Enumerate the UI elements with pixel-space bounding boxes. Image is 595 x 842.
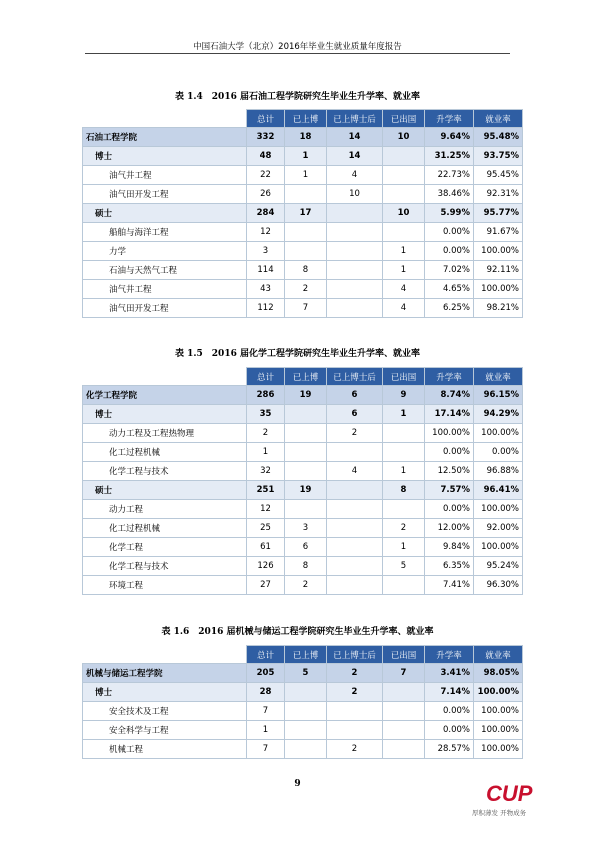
cell-further-study-rate: 7.02%: [425, 261, 474, 280]
cell-postdoc: 2: [327, 664, 383, 683]
row-label: 油气田开发工程: [83, 185, 247, 204]
cell-abroad: [383, 576, 425, 595]
cell-employment-rate: 91.67%: [474, 223, 523, 242]
cell-phd: 17: [285, 204, 327, 223]
major-row: [83, 500, 523, 519]
cell-postdoc: [327, 576, 383, 595]
cell-employment-rate: 96.41%: [474, 481, 523, 500]
cell-phd: 18: [285, 128, 327, 147]
table-petroleum-engineering: [82, 109, 523, 318]
row-label: 油气井工程: [83, 166, 247, 185]
cell-further-study-rate: 7.14%: [425, 683, 474, 702]
cell-phd: [285, 242, 327, 261]
cell-abroad: [383, 166, 425, 185]
cell-total: 205: [247, 664, 285, 683]
row-label: 力学: [83, 242, 247, 261]
cell-total: 112: [247, 299, 285, 318]
cell-employment-rate: 93.75%: [474, 147, 523, 166]
degree-subtotal-row: [83, 204, 523, 223]
college-total-row: [83, 128, 523, 147]
cell-postdoc: 14: [327, 128, 383, 147]
degree-subtotal-row: [83, 481, 523, 500]
table-mechanical-storage-engineering: [82, 645, 523, 759]
cell-phd: [285, 500, 327, 519]
major-row: [83, 443, 523, 462]
cell-abroad: [383, 721, 425, 740]
cell-total: 25: [247, 519, 285, 538]
cell-employment-rate: 94.29%: [474, 405, 523, 424]
cell-further-study-rate: 100.00%: [425, 424, 474, 443]
col-header-phd: 已上博: [285, 646, 327, 664]
cell-abroad: 1: [383, 538, 425, 557]
cell-postdoc: 10: [327, 185, 383, 204]
cell-total: 26: [247, 185, 285, 204]
cell-total: 332: [247, 128, 285, 147]
cell-total: 12: [247, 223, 285, 242]
cell-postdoc: [327, 204, 383, 223]
col-header-abroad: 已出国: [383, 368, 425, 386]
cell-further-study-rate: 0.00%: [425, 702, 474, 721]
cell-total: 251: [247, 481, 285, 500]
cell-total: 12: [247, 500, 285, 519]
row-label: 环境工程: [83, 576, 247, 595]
col-header-employment-rate: 就业率: [474, 646, 523, 664]
cell-abroad: [383, 147, 425, 166]
cell-total: 1: [247, 721, 285, 740]
cell-phd: [285, 223, 327, 242]
table-header-row: [83, 646, 523, 664]
col-header-phd: 已上博: [285, 368, 327, 386]
cell-abroad: 7: [383, 664, 425, 683]
cell-employment-rate: 95.77%: [474, 204, 523, 223]
cell-phd: [285, 721, 327, 740]
cell-postdoc: 4: [327, 166, 383, 185]
col-header-total: 总计: [247, 110, 285, 128]
major-row: [83, 702, 523, 721]
cell-abroad: [383, 702, 425, 721]
cell-abroad: [383, 683, 425, 702]
cell-phd: 5: [285, 664, 327, 683]
cell-abroad: 1: [383, 261, 425, 280]
major-row: [83, 261, 523, 280]
row-label: 石油与天然气工程: [83, 261, 247, 280]
cell-total: 28: [247, 683, 285, 702]
cell-abroad: 1: [383, 405, 425, 424]
cell-phd: 7: [285, 299, 327, 318]
cell-total: 114: [247, 261, 285, 280]
college-total-row: [83, 664, 523, 683]
col-header-postdoc: 已上博士后: [327, 646, 383, 664]
cell-further-study-rate: 9.64%: [425, 128, 474, 147]
cell-abroad: [383, 740, 425, 759]
cell-employment-rate: 96.30%: [474, 576, 523, 595]
major-row: [83, 740, 523, 759]
cell-phd: 1: [285, 166, 327, 185]
cell-postdoc: [327, 223, 383, 242]
cell-phd: 8: [285, 261, 327, 280]
logo-brand: CUP: [486, 781, 533, 806]
cell-total: 7: [247, 740, 285, 759]
cell-phd: 19: [285, 386, 327, 405]
cell-abroad: [383, 223, 425, 242]
row-label: 化学工程学院: [83, 386, 247, 405]
col-header-abroad: 已出国: [383, 646, 425, 664]
cell-total: 1: [247, 443, 285, 462]
cell-phd: [285, 683, 327, 702]
cell-employment-rate: 98.21%: [474, 299, 523, 318]
cell-total: 43: [247, 280, 285, 299]
cell-total: 48: [247, 147, 285, 166]
cell-abroad: [383, 185, 425, 204]
header-corner: [83, 646, 247, 664]
row-label: 安全技术及工程: [83, 702, 247, 721]
cell-phd: 1: [285, 147, 327, 166]
cell-further-study-rate: 17.14%: [425, 405, 474, 424]
cell-employment-rate: 95.24%: [474, 557, 523, 576]
cell-postdoc: [327, 443, 383, 462]
row-label: 机械与储运工程学院: [83, 664, 247, 683]
cell-phd: 8: [285, 557, 327, 576]
cell-abroad: 2: [383, 519, 425, 538]
col-header-further-study-rate: 升学率: [425, 110, 474, 128]
cell-postdoc: [327, 299, 383, 318]
major-row: [83, 424, 523, 443]
cell-further-study-rate: 12.50%: [425, 462, 474, 481]
cell-employment-rate: 100.00%: [474, 280, 523, 299]
cell-further-study-rate: 5.99%: [425, 204, 474, 223]
cell-employment-rate: 100.00%: [474, 424, 523, 443]
cell-abroad: [383, 443, 425, 462]
cell-employment-rate: 96.15%: [474, 386, 523, 405]
cell-employment-rate: 100.00%: [474, 721, 523, 740]
cell-abroad: 1: [383, 242, 425, 261]
major-row: [83, 462, 523, 481]
row-label: 动力工程: [83, 500, 247, 519]
row-label: 博士: [83, 405, 247, 424]
col-header-total: 总计: [247, 646, 285, 664]
cell-employment-rate: 92.00%: [474, 519, 523, 538]
cell-employment-rate: 92.31%: [474, 185, 523, 204]
cell-employment-rate: 95.45%: [474, 166, 523, 185]
cell-total: 286: [247, 386, 285, 405]
degree-subtotal-row: [83, 683, 523, 702]
cell-total: 61: [247, 538, 285, 557]
major-row: [83, 721, 523, 740]
college-total-row: [83, 386, 523, 405]
logo-slogan: 厚积薄发 开物成务: [472, 809, 527, 817]
cell-postdoc: [327, 280, 383, 299]
cell-further-study-rate: 31.25%: [425, 147, 474, 166]
table-caption-1-4: 表 1.4 2016 届石油工程学院研究生毕业生升学率、就业率: [175, 92, 420, 102]
cell-abroad: 10: [383, 204, 425, 223]
degree-subtotal-row: [83, 147, 523, 166]
cell-postdoc: [327, 481, 383, 500]
major-row: [83, 538, 523, 557]
cell-phd: [285, 443, 327, 462]
major-row: [83, 299, 523, 318]
cell-postdoc: 14: [327, 147, 383, 166]
cup-logo: [464, 781, 564, 821]
cell-postdoc: [327, 519, 383, 538]
row-label: 化工过程机械: [83, 443, 247, 462]
cell-further-study-rate: 12.00%: [425, 519, 474, 538]
cell-phd: 19: [285, 481, 327, 500]
cell-postdoc: [327, 702, 383, 721]
cell-further-study-rate: 0.00%: [425, 721, 474, 740]
cell-total: 7: [247, 702, 285, 721]
cell-phd: 2: [285, 576, 327, 595]
cell-further-study-rate: 4.65%: [425, 280, 474, 299]
cell-postdoc: 2: [327, 740, 383, 759]
cell-further-study-rate: 0.00%: [425, 223, 474, 242]
page-number: 9: [294, 779, 301, 789]
row-label: 油气田开发工程: [83, 299, 247, 318]
major-row: [83, 519, 523, 538]
row-label: 安全科学与工程: [83, 721, 247, 740]
col-header-employment-rate: 就业率: [474, 368, 523, 386]
col-header-abroad: 已出国: [383, 110, 425, 128]
table-caption-1-6: 表 1.6 2016 届机械与储运工程学院研究生毕业生升学率、就业率: [161, 627, 434, 637]
cell-further-study-rate: 3.41%: [425, 664, 474, 683]
cell-further-study-rate: 8.74%: [425, 386, 474, 405]
major-row: [83, 557, 523, 576]
running-header: 中国石油大学（北京）2016年毕业生就业质量年度报告: [193, 42, 402, 52]
cell-employment-rate: 92.11%: [474, 261, 523, 280]
row-label: 化学工程与技术: [83, 462, 247, 481]
col-header-postdoc: 已上博士后: [327, 368, 383, 386]
cell-phd: [285, 702, 327, 721]
cell-abroad: 10: [383, 128, 425, 147]
cell-total: 284: [247, 204, 285, 223]
row-label: 石油工程学院: [83, 128, 247, 147]
col-header-postdoc: 已上博士后: [327, 110, 383, 128]
major-row: [83, 185, 523, 204]
row-label: 博士: [83, 147, 247, 166]
cell-further-study-rate: 9.84%: [425, 538, 474, 557]
cell-postdoc: 6: [327, 405, 383, 424]
table-header-row: [83, 368, 523, 386]
cell-abroad: [383, 500, 425, 519]
row-label: 硕士: [83, 481, 247, 500]
cell-total: 27: [247, 576, 285, 595]
row-label: 博士: [83, 683, 247, 702]
cell-employment-rate: 100.00%: [474, 702, 523, 721]
header-rule: [85, 53, 510, 54]
header-corner: [83, 110, 247, 128]
cell-phd: [285, 185, 327, 204]
cell-employment-rate: 100.00%: [474, 683, 523, 702]
cell-abroad: [383, 424, 425, 443]
cell-further-study-rate: 0.00%: [425, 242, 474, 261]
cell-postdoc: [327, 721, 383, 740]
col-header-further-study-rate: 升学率: [425, 646, 474, 664]
cell-postdoc: 4: [327, 462, 383, 481]
cell-abroad: 5: [383, 557, 425, 576]
cell-further-study-rate: 0.00%: [425, 500, 474, 519]
table-header-row: [83, 110, 523, 128]
col-header-phd: 已上博: [285, 110, 327, 128]
cell-postdoc: [327, 242, 383, 261]
cell-employment-rate: 95.48%: [474, 128, 523, 147]
cell-total: 22: [247, 166, 285, 185]
row-label: 油气井工程: [83, 280, 247, 299]
row-label: 船舶与海洋工程: [83, 223, 247, 242]
cell-abroad: 9: [383, 386, 425, 405]
cell-abroad: 4: [383, 299, 425, 318]
cell-postdoc: [327, 557, 383, 576]
row-label: 化学工程: [83, 538, 247, 557]
cell-further-study-rate: 22.73%: [425, 166, 474, 185]
cell-postdoc: 2: [327, 424, 383, 443]
cell-employment-rate: 96.88%: [474, 462, 523, 481]
cell-total: 32: [247, 462, 285, 481]
major-row: [83, 576, 523, 595]
row-label: 化工过程机械: [83, 519, 247, 538]
col-header-further-study-rate: 升学率: [425, 368, 474, 386]
cell-postdoc: 6: [327, 386, 383, 405]
cell-further-study-rate: 0.00%: [425, 443, 474, 462]
cell-further-study-rate: 38.46%: [425, 185, 474, 204]
cell-further-study-rate: 28.57%: [425, 740, 474, 759]
major-row: [83, 166, 523, 185]
cell-postdoc: [327, 261, 383, 280]
major-row: [83, 280, 523, 299]
cell-total: 2: [247, 424, 285, 443]
cell-phd: 3: [285, 519, 327, 538]
cell-further-study-rate: 7.41%: [425, 576, 474, 595]
cell-employment-rate: 0.00%: [474, 443, 523, 462]
cell-employment-rate: 100.00%: [474, 740, 523, 759]
col-header-employment-rate: 就业率: [474, 110, 523, 128]
cell-abroad: 1: [383, 462, 425, 481]
major-row: [83, 242, 523, 261]
cell-further-study-rate: 6.25%: [425, 299, 474, 318]
cell-total: 126: [247, 557, 285, 576]
row-label: 化学工程与技术: [83, 557, 247, 576]
row-label: 硕士: [83, 204, 247, 223]
header-corner: [83, 368, 247, 386]
row-label: 机械工程: [83, 740, 247, 759]
cell-employment-rate: 100.00%: [474, 242, 523, 261]
cell-further-study-rate: 7.57%: [425, 481, 474, 500]
cell-total: 35: [247, 405, 285, 424]
cell-phd: [285, 462, 327, 481]
cell-postdoc: [327, 500, 383, 519]
major-row: [83, 223, 523, 242]
cell-employment-rate: 98.05%: [474, 664, 523, 683]
cell-postdoc: [327, 538, 383, 557]
cell-phd: [285, 424, 327, 443]
cell-phd: 6: [285, 538, 327, 557]
cell-abroad: 4: [383, 280, 425, 299]
row-label: 动力工程及工程热物理: [83, 424, 247, 443]
cell-phd: [285, 740, 327, 759]
col-header-total: 总计: [247, 368, 285, 386]
table-chemical-engineering: [82, 367, 523, 595]
table-caption-1-5: 表 1.5 2016 届化学工程学院研究生毕业生升学率、就业率: [175, 349, 420, 359]
cell-postdoc: 2: [327, 683, 383, 702]
degree-subtotal-row: [83, 405, 523, 424]
cell-phd: 2: [285, 280, 327, 299]
cell-further-study-rate: 6.35%: [425, 557, 474, 576]
cell-total: 3: [247, 242, 285, 261]
cell-phd: [285, 405, 327, 424]
cell-employment-rate: 100.00%: [474, 500, 523, 519]
cell-abroad: 8: [383, 481, 425, 500]
cell-employment-rate: 100.00%: [474, 538, 523, 557]
